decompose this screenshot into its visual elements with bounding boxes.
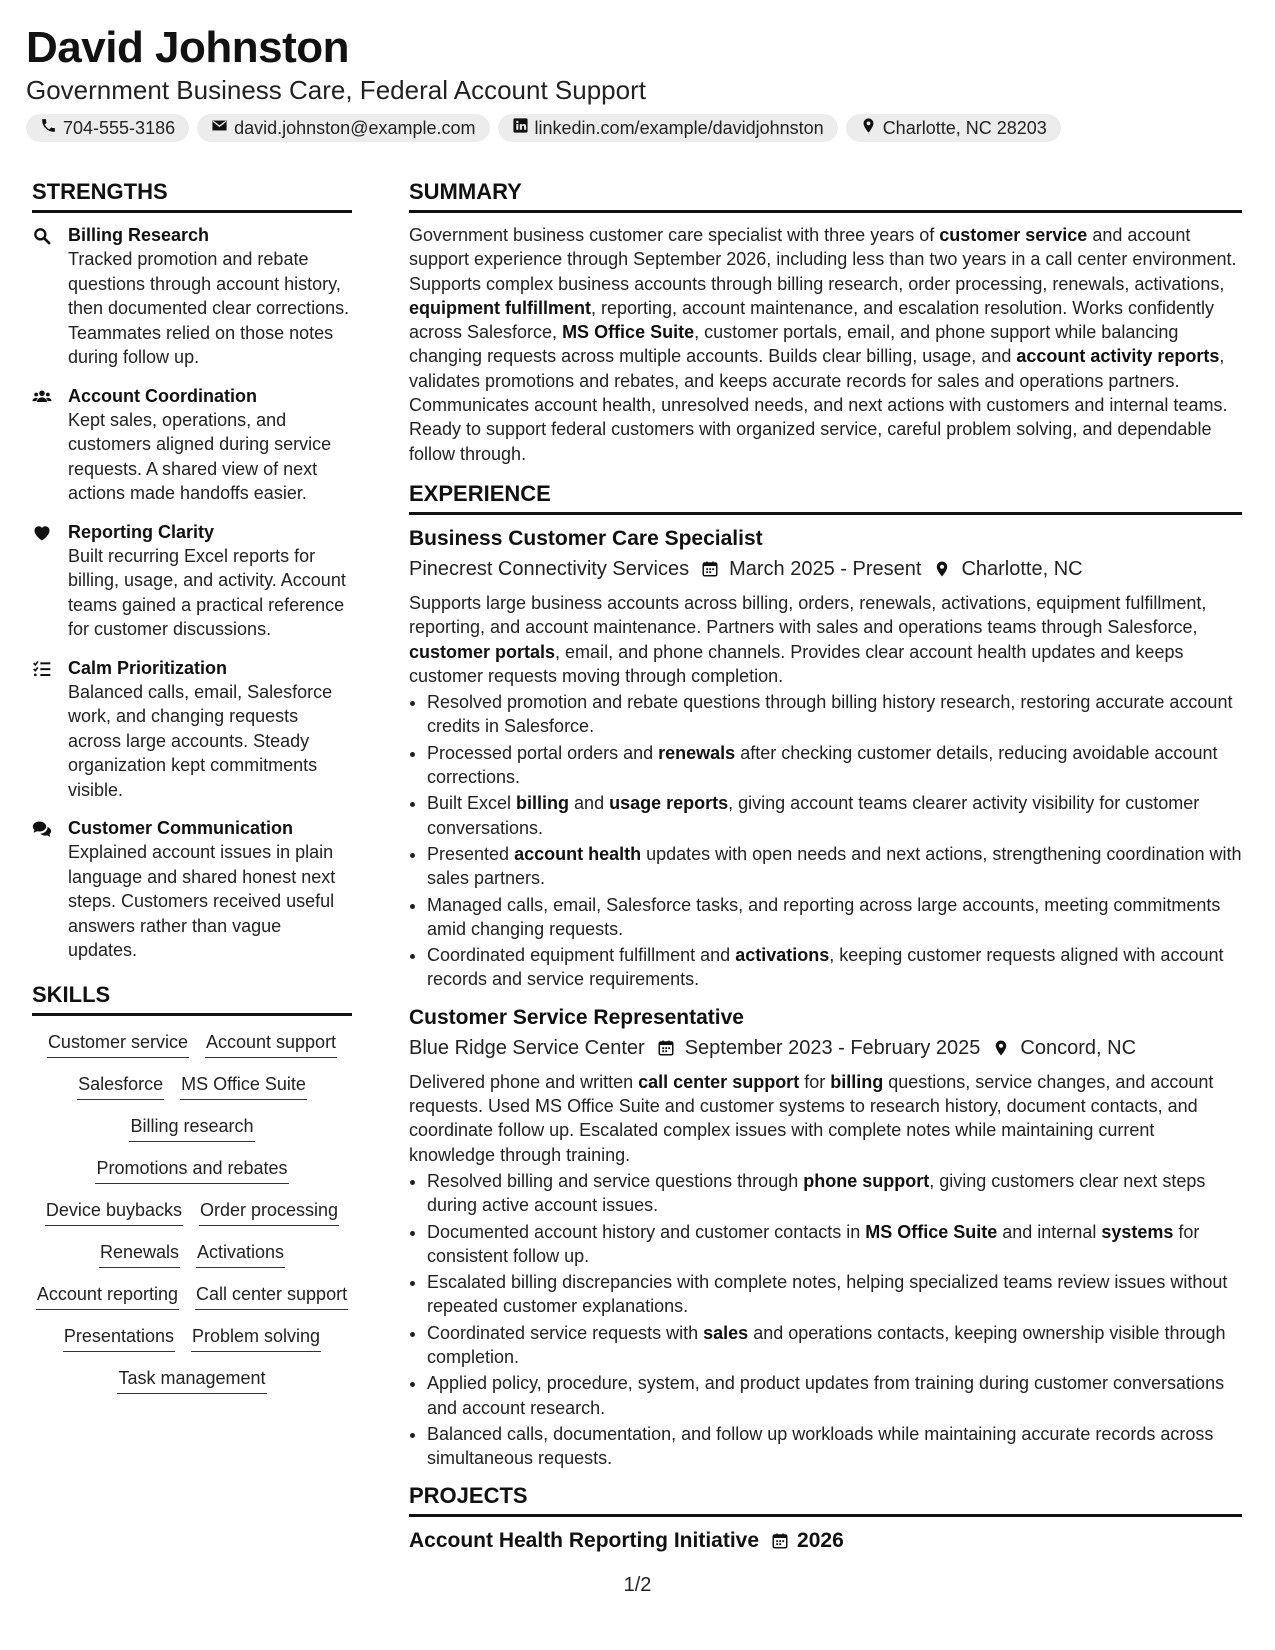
skill-tag: Account reporting xyxy=(36,1282,179,1310)
envelope-icon xyxy=(211,117,228,139)
calendar-icon xyxy=(701,560,719,578)
strength-description: Kept sales, operations, and customers aligned during service requests. A shared view of next actions made handoffs easier. xyxy=(68,409,332,503)
contact-linkedin-text: linkedin.com/example/davidjohnston xyxy=(534,117,824,138)
job-location: Charlotte, NC xyxy=(961,557,1083,580)
job-bullets xyxy=(409,690,1242,992)
phone-icon xyxy=(40,117,57,139)
job-summary: Delivered phone and written call center support for billing questions, service changes, and account requests. Used MS Office Suite and customer systems to research history, document contacts, and coordinate follow up. Escalated complex issues with complete notes while maintaining current knowledge through training. xyxy=(409,1071,1214,1165)
strength-title: Calm Prioritization xyxy=(68,657,228,678)
contact-location-text: Charlotte, NC 28203 xyxy=(882,117,1047,138)
job-bullet: • Resolved promotion and rebate questions through billing history research, restoring accurate account credits in Salesforce. xyxy=(427,690,1242,739)
right-column xyxy=(409,178,1242,1555)
strength-title: Account Coordination xyxy=(68,385,257,406)
job-bullet: • Escalated billing discrepancies with complete notes, helping specialized teams review issues without repeated customer explanations. xyxy=(427,1270,1242,1319)
summary-heading: SUMMARY xyxy=(409,178,1242,213)
job-dates: March 2025 - Present xyxy=(729,557,922,580)
job-bullet: • Processed portal orders and renewals after checking customer details, reducing avoidable account corrections. xyxy=(427,741,1242,790)
skill-tag: Task management xyxy=(117,1366,266,1394)
skill-tag: Billing research xyxy=(129,1114,254,1142)
contact-phone-text: 704-555-3186 xyxy=(63,117,176,138)
contact-email-text: david.johnston@example.com xyxy=(234,117,476,138)
job-bullet: • Managed calls, email, Salesforce tasks, and reporting across large accounts, meeting commitments amid changing requests. xyxy=(427,893,1242,942)
job-title: Business Customer Care Specialist xyxy=(409,526,763,550)
strength-item xyxy=(32,816,352,963)
job-entry xyxy=(409,1004,1242,1471)
skill-tag: Order processing xyxy=(199,1198,339,1226)
skill-tag: MS Office Suite xyxy=(180,1072,307,1100)
job-bullets xyxy=(409,1169,1242,1471)
contact-location xyxy=(846,114,1061,142)
job-meta xyxy=(409,1034,1242,1062)
job-entry xyxy=(409,525,1242,992)
skills-heading: SKILLS xyxy=(32,981,352,1016)
skill-tag: Account support xyxy=(205,1030,337,1058)
checklist-icon xyxy=(32,656,56,803)
job-bullet: • Documented account history and customer contacts in MS Office Suite and internal systems for consistent follow up. xyxy=(427,1220,1242,1269)
skill-tag: Salesforce xyxy=(77,1072,164,1100)
map-pin-icon xyxy=(860,117,877,139)
job-bullet: • Presented account health updates with open needs and next actions, strengthening coordination with sales partners. xyxy=(427,842,1242,891)
job-location: Concord, NC xyxy=(1020,1036,1137,1059)
skill-tag: Activations xyxy=(196,1240,285,1268)
strength-description: Built recurring Excel reports for billing, usage, and activity. Account teams gained a practical reference for customer discussions. xyxy=(68,545,346,639)
strength-description: Tracked promotion and rebate questions through account history, then documented clear corrections. Teammates relied on those notes during follow up. xyxy=(68,249,350,367)
candidate-name: David Johnston xyxy=(26,23,350,72)
strength-description: Balanced calls, email, Salesforce work, and changing requests across large accounts. Steady organization kept commitments visible. xyxy=(68,681,333,800)
strength-item xyxy=(32,656,352,803)
calendar-icon xyxy=(771,1532,789,1550)
project-title: Account Health Reporting Initiative xyxy=(409,1529,760,1553)
strength-description: Explained account issues in plain language and shared honest next steps. Customers received useful answers rather than vague updates. xyxy=(68,842,336,960)
job-bullet: • Built Excel billing and usage reports, giving account teams clearer activity visibility for customer conversations. xyxy=(427,791,1242,840)
summary-text: Government business customer care specialist with three years of customer service and account support experience through September 2026, including less than two years in a call center environment. Supports complex business accounts through billing research, order processing, renewals, activations, equipment fulfillment, reporting, account maintenance, and escalation resolution. Works confidently across Salesforce, MS Office Suite, customer portals, email, and phone support while balancing changing requests across multiple accounts. Builds clear billing, usage, and account activity reports, validates promotions and rebates, and keeps accurate records for sales and operations partners. Communicates account health, unresolved needs, and next actions with customers and internal teams. Ready to support federal customers with organized service, careful problem solving, and dependable follow through. xyxy=(409,225,1237,464)
page-number: 1/2 xyxy=(623,1574,652,1596)
strength-title: Billing Research xyxy=(68,225,210,245)
job-meta xyxy=(409,555,1242,583)
contact-bar xyxy=(26,114,1061,142)
strength-item xyxy=(32,520,352,642)
job-summary: Supports large business accounts across billing, orders, renewals, activations, equipment fulfillment, reporting, and account maintenance. Partners with sales and operations teams through Salesforce, customer portals, email, and phone channels. Provides clear account health updates and keeps customer requests moving through completion. xyxy=(409,592,1207,686)
magnifier-icon xyxy=(32,223,56,370)
experience-heading: EXPERIENCE xyxy=(409,480,1242,515)
contact-email[interactable] xyxy=(197,114,489,142)
job-bullet: • Applied policy, procedure, system, and product updates from training during customer conversations and account research. xyxy=(427,1371,1242,1420)
contact-phone[interactable] xyxy=(26,114,189,142)
strengths-heading: STRENGTHS xyxy=(32,178,352,213)
skill-tag: Presentations xyxy=(63,1324,175,1352)
calendar-icon xyxy=(657,1039,675,1057)
map-pin-icon xyxy=(992,1039,1010,1057)
strength-title: Reporting Clarity xyxy=(68,521,215,542)
map-pin-icon xyxy=(933,560,951,578)
job-bullet: • Coordinated service requests with sales and operations contacts, keeping ownership visible through completion. xyxy=(427,1321,1242,1370)
candidate-headline: Government Business Care, Federal Account Support xyxy=(26,75,646,105)
linkedin-icon xyxy=(512,117,529,139)
strength-title: Customer Communication xyxy=(68,818,294,838)
project-entry xyxy=(409,1527,1242,1555)
left-column xyxy=(32,178,352,1394)
skill-tag: Call center support xyxy=(195,1282,348,1310)
job-bullet: • Coordinated equipment fulfillment and activations, keeping customer requests aligned with account records and service requirements. xyxy=(427,943,1242,992)
strength-item xyxy=(32,223,352,370)
chat-bubbles-icon xyxy=(32,816,56,963)
job-title: Customer Service Representative xyxy=(409,1005,744,1029)
company-name: Pinecrest Connectivity Services xyxy=(409,557,690,580)
skill-tag: Customer service xyxy=(47,1030,189,1058)
job-bullet: • Balanced calls, documentation, and follow up workloads while maintaining accurate records across simultaneous requests. xyxy=(427,1422,1242,1471)
strength-item xyxy=(32,384,352,506)
skill-tag: Renewals xyxy=(99,1240,180,1268)
job-bullet: • Resolved billing and service questions through phone support, giving customers clear next steps during active account issues. xyxy=(427,1169,1242,1218)
skills-list xyxy=(32,1026,352,1394)
job-dates: September 2023 - February 2025 xyxy=(684,1036,981,1059)
skill-tag: Promotions and rebates xyxy=(95,1156,288,1184)
skill-tag: Problem solving xyxy=(191,1324,321,1352)
users-icon xyxy=(32,384,56,506)
company-name: Blue Ridge Service Center xyxy=(409,1036,645,1059)
projects-heading: PROJECTS xyxy=(409,1482,1242,1517)
contact-linkedin[interactable] xyxy=(498,114,838,142)
skill-tag: Device buybacks xyxy=(45,1198,183,1226)
heart-icon xyxy=(32,520,56,642)
project-date: 2026 xyxy=(797,1529,844,1553)
